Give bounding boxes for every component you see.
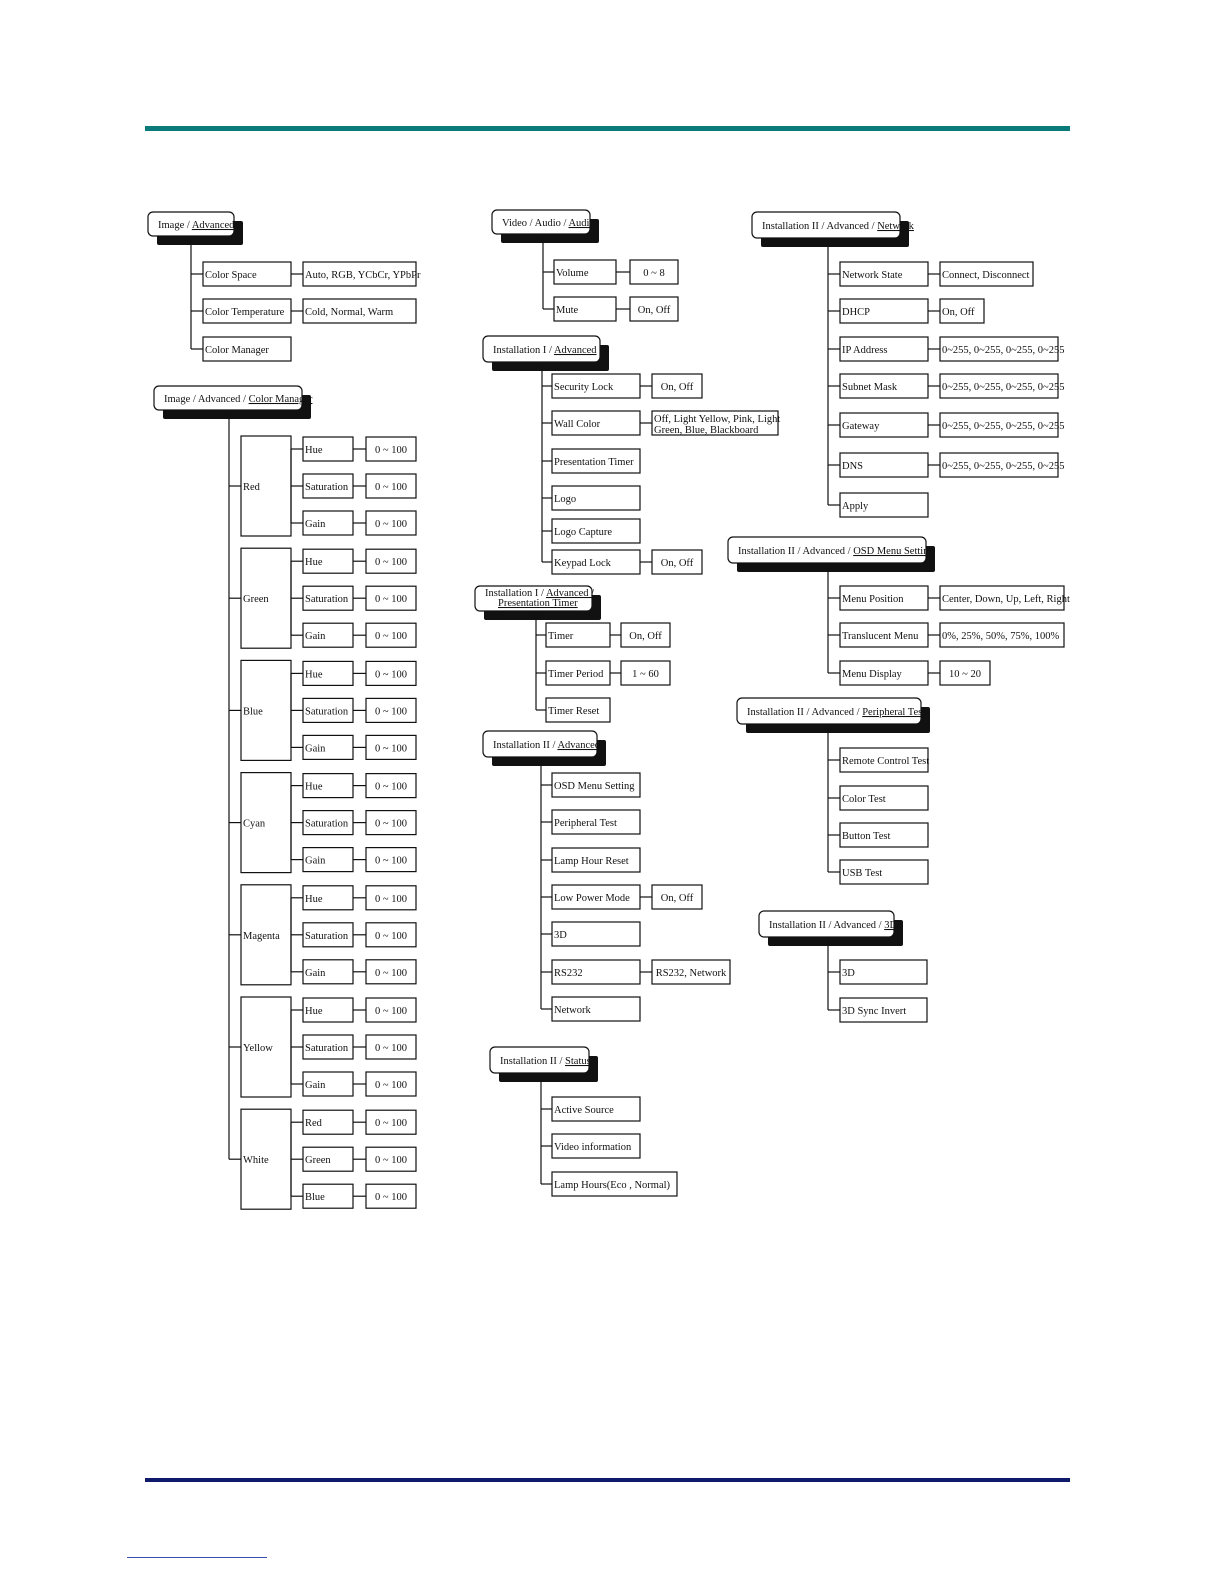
color-manager-header-label	[164, 394, 313, 405]
item-label: Hue	[305, 781, 323, 793]
status-header-label-prefix: Installation II /	[500, 1056, 566, 1067]
value-label: 10 ~ 20	[949, 669, 981, 680]
value-label: Cold, Normal, Warm	[305, 307, 394, 318]
value-label: On, Off	[942, 307, 975, 318]
peripheral-test-header-label-link: Peripheral Test	[862, 707, 926, 718]
group-label: White	[243, 1155, 269, 1167]
value-label: 0~255, 0~255, 0~255, 0~255	[942, 382, 1065, 393]
item-label: Button Test	[842, 831, 891, 842]
installation2-advanced-header-label-link: Advanced	[557, 740, 601, 751]
item-label: Video information	[554, 1142, 632, 1153]
value-label: On, Off	[637, 305, 671, 316]
item-label: Lamp Hour Reset	[554, 856, 629, 867]
item-label: Blue	[305, 1192, 325, 1204]
item-label: Gain	[305, 743, 326, 755]
group-label: Blue	[243, 706, 263, 718]
item-label: Keypad Lock	[554, 558, 611, 569]
item-label: Color Test	[842, 794, 886, 805]
installation1-advanced-header-label-prefix: Installation I /	[493, 345, 554, 356]
item-label: Gain	[305, 631, 326, 643]
value-label: 0 ~ 100	[375, 631, 407, 643]
installation2-advanced-header-label-prefix: Installation II /	[493, 740, 558, 751]
item-label: Hue	[305, 669, 323, 681]
value-label: 0 ~ 100	[375, 1118, 407, 1130]
item-label: Timer Period	[548, 669, 604, 680]
value-label: 0 ~ 100	[375, 818, 407, 830]
image-advanced-header-label-link: Advanced	[191, 220, 235, 231]
item-label: Color Space	[205, 270, 257, 281]
value-label: 0 ~ 100	[375, 967, 407, 979]
value-label: On, Off	[660, 382, 694, 393]
threed-header-label-prefix: Installation II / Advanced /	[769, 920, 885, 931]
item-label: DNS	[842, 461, 864, 472]
item-label: Translucent Menu	[842, 631, 919, 642]
value-label: Green, Blue, Blackboard	[654, 425, 759, 436]
item-label: Color Temperature	[205, 307, 285, 318]
item-label: Security Lock	[554, 382, 614, 393]
item-label: Red	[305, 1118, 322, 1130]
value-label: 0 ~ 100	[375, 706, 407, 718]
peripheral-test-header-label-prefix: Installation II / Advanced /	[747, 707, 863, 718]
osd-menu-setting-header-label-prefix: Installation II / Advanced /	[738, 546, 854, 557]
audio-header-label-prefix: Video / Audio /	[502, 218, 569, 229]
group-label: Magenta	[243, 930, 280, 942]
installation1-advanced-header-label-link: Advanced	[553, 345, 597, 356]
value-label: 0 ~ 100	[375, 1006, 407, 1017]
value-label: Off, Light Yellow, Pink, Light	[654, 414, 781, 425]
item-label: Gateway	[842, 421, 880, 432]
item-label: 3D	[842, 968, 855, 979]
group-label: Red	[243, 482, 260, 493]
value-label: 0 ~ 100	[375, 482, 407, 493]
value-label: Center, Down, Up, Left, Right	[942, 594, 1070, 605]
item-label: Hue	[305, 1006, 323, 1017]
value-label: Auto, RGB, YCbCr, YPbPr	[305, 270, 421, 281]
peripheral-test-header-label	[747, 707, 925, 718]
value-label: 0 ~ 100	[375, 893, 407, 905]
value-label: 0 ~ 100	[375, 1080, 407, 1091]
item-label: Saturation	[305, 706, 349, 718]
value-label: 0 ~ 100	[375, 1043, 407, 1054]
value-label: 0 ~ 100	[375, 1192, 407, 1204]
item-label: Saturation	[305, 482, 349, 493]
group-label: Yellow	[243, 1043, 273, 1054]
value-label: 0 ~ 8	[643, 268, 665, 279]
value-label: 0 ~ 100	[375, 855, 407, 867]
item-label: Hue	[305, 893, 323, 905]
item-label: Hue	[305, 557, 323, 569]
image-advanced-header-label	[158, 220, 235, 231]
item-label: Remote Control Test	[842, 756, 930, 767]
value-label: 0 ~ 100	[375, 781, 407, 793]
item-label: Peripheral Test	[554, 818, 617, 829]
value-label: 1 ~ 60	[632, 669, 659, 680]
installation2-advanced-header-label	[493, 740, 601, 751]
header-link: Advanced /	[545, 588, 595, 599]
item-label: Subnet Mask	[842, 382, 898, 393]
value-label: 0 ~ 100	[375, 930, 407, 942]
value-label: 0~255, 0~255, 0~255, 0~255	[942, 461, 1065, 472]
item-label: Timer	[548, 631, 574, 642]
item-label: Menu Display	[842, 669, 902, 680]
value-label: On, Off	[660, 893, 694, 904]
item-label: Color Manager	[205, 345, 269, 356]
value-label: 0 ~ 100	[375, 743, 407, 755]
value-label: 0 ~ 100	[375, 557, 407, 569]
item-label: Gain	[305, 967, 326, 979]
osd-menu-setting-header-label-link: OSD Menu Setting	[853, 546, 934, 557]
value-label: 0 ~ 100	[375, 1155, 407, 1167]
item-label: Green	[305, 1155, 331, 1167]
network-header-label-link: Network	[877, 221, 914, 232]
item-label: Wall Color	[554, 419, 601, 430]
item-label: Gain	[305, 1080, 326, 1091]
item-label: Network State	[842, 270, 903, 281]
item-label: DHCP	[842, 307, 871, 318]
item-label: USB Test	[842, 868, 883, 879]
value-label: 0%, 25%, 50%, 75%, 100%	[942, 631, 1060, 642]
item-label: Saturation	[305, 930, 349, 942]
image-advanced-header-label-prefix: Image /	[158, 220, 192, 231]
value-label: 0 ~ 100	[375, 445, 407, 456]
item-label: Saturation	[305, 818, 349, 830]
item-label: Gain	[305, 519, 326, 530]
item-label: OSD Menu Setting	[554, 781, 635, 792]
item-label: IP Address	[842, 345, 888, 356]
item-label: Menu Position	[842, 594, 904, 605]
threed-header-label	[769, 920, 897, 931]
group-label: Cyan	[243, 818, 266, 830]
value-label: 0 ~ 100	[375, 669, 407, 681]
network-header-label-prefix: Installation II / Advanced /	[762, 221, 878, 232]
item-label: 3D	[554, 930, 567, 941]
color-manager-header-label-prefix: Image / Advanced /	[164, 394, 249, 405]
network-header-label	[762, 221, 915, 232]
item-label: Timer Reset	[548, 706, 600, 717]
item-label: Low Power Mode	[554, 893, 630, 904]
item-label: Logo	[554, 494, 577, 505]
audio-header-label-link: Audio	[568, 218, 595, 229]
item-label: Gain	[305, 855, 326, 867]
presentation-timer-header-line2: Presentation Timer	[498, 598, 578, 609]
value-label: Connect, Disconnect	[942, 270, 1030, 281]
header-prefix: Installation I /	[485, 588, 546, 599]
item-label: Presentation Timer	[554, 457, 634, 468]
installation1-advanced-header-label	[493, 345, 597, 356]
item-label: Network	[554, 1005, 591, 1016]
value-label: RS232, Network	[655, 968, 727, 979]
value-label: On, Off	[660, 558, 694, 569]
color-manager-header-label-link: Color Manager	[248, 394, 313, 405]
item-label: 3D Sync Invert	[842, 1006, 907, 1017]
item-label: Volume	[556, 268, 589, 279]
item-label: Saturation	[305, 1043, 349, 1054]
value-label: 0~255, 0~255, 0~255, 0~255	[942, 345, 1065, 356]
item-label: Mute	[556, 305, 579, 316]
threed-header-label-link: 3D	[884, 920, 898, 931]
status-header-label-link: Status	[565, 1056, 591, 1067]
item-label: Hue	[305, 445, 323, 456]
item-label: Apply	[842, 501, 869, 512]
audio-header-label	[502, 218, 595, 229]
value-label: 0 ~ 100	[375, 519, 407, 530]
item-label: RS232	[554, 968, 583, 979]
value-label: On, Off	[629, 631, 662, 642]
osd-menu-setting-header-label	[738, 546, 934, 557]
item-label: Saturation	[305, 594, 349, 606]
value-label: 0~255, 0~255, 0~255, 0~255	[942, 421, 1065, 432]
item-label: Lamp Hours(Eco , Normal)	[554, 1180, 671, 1191]
item-label: Active Source	[554, 1105, 614, 1116]
value-label: 0 ~ 100	[375, 594, 407, 606]
item-label: Logo Capture	[554, 527, 613, 538]
group-label: Green	[243, 594, 269, 606]
status-header-label	[500, 1056, 591, 1067]
